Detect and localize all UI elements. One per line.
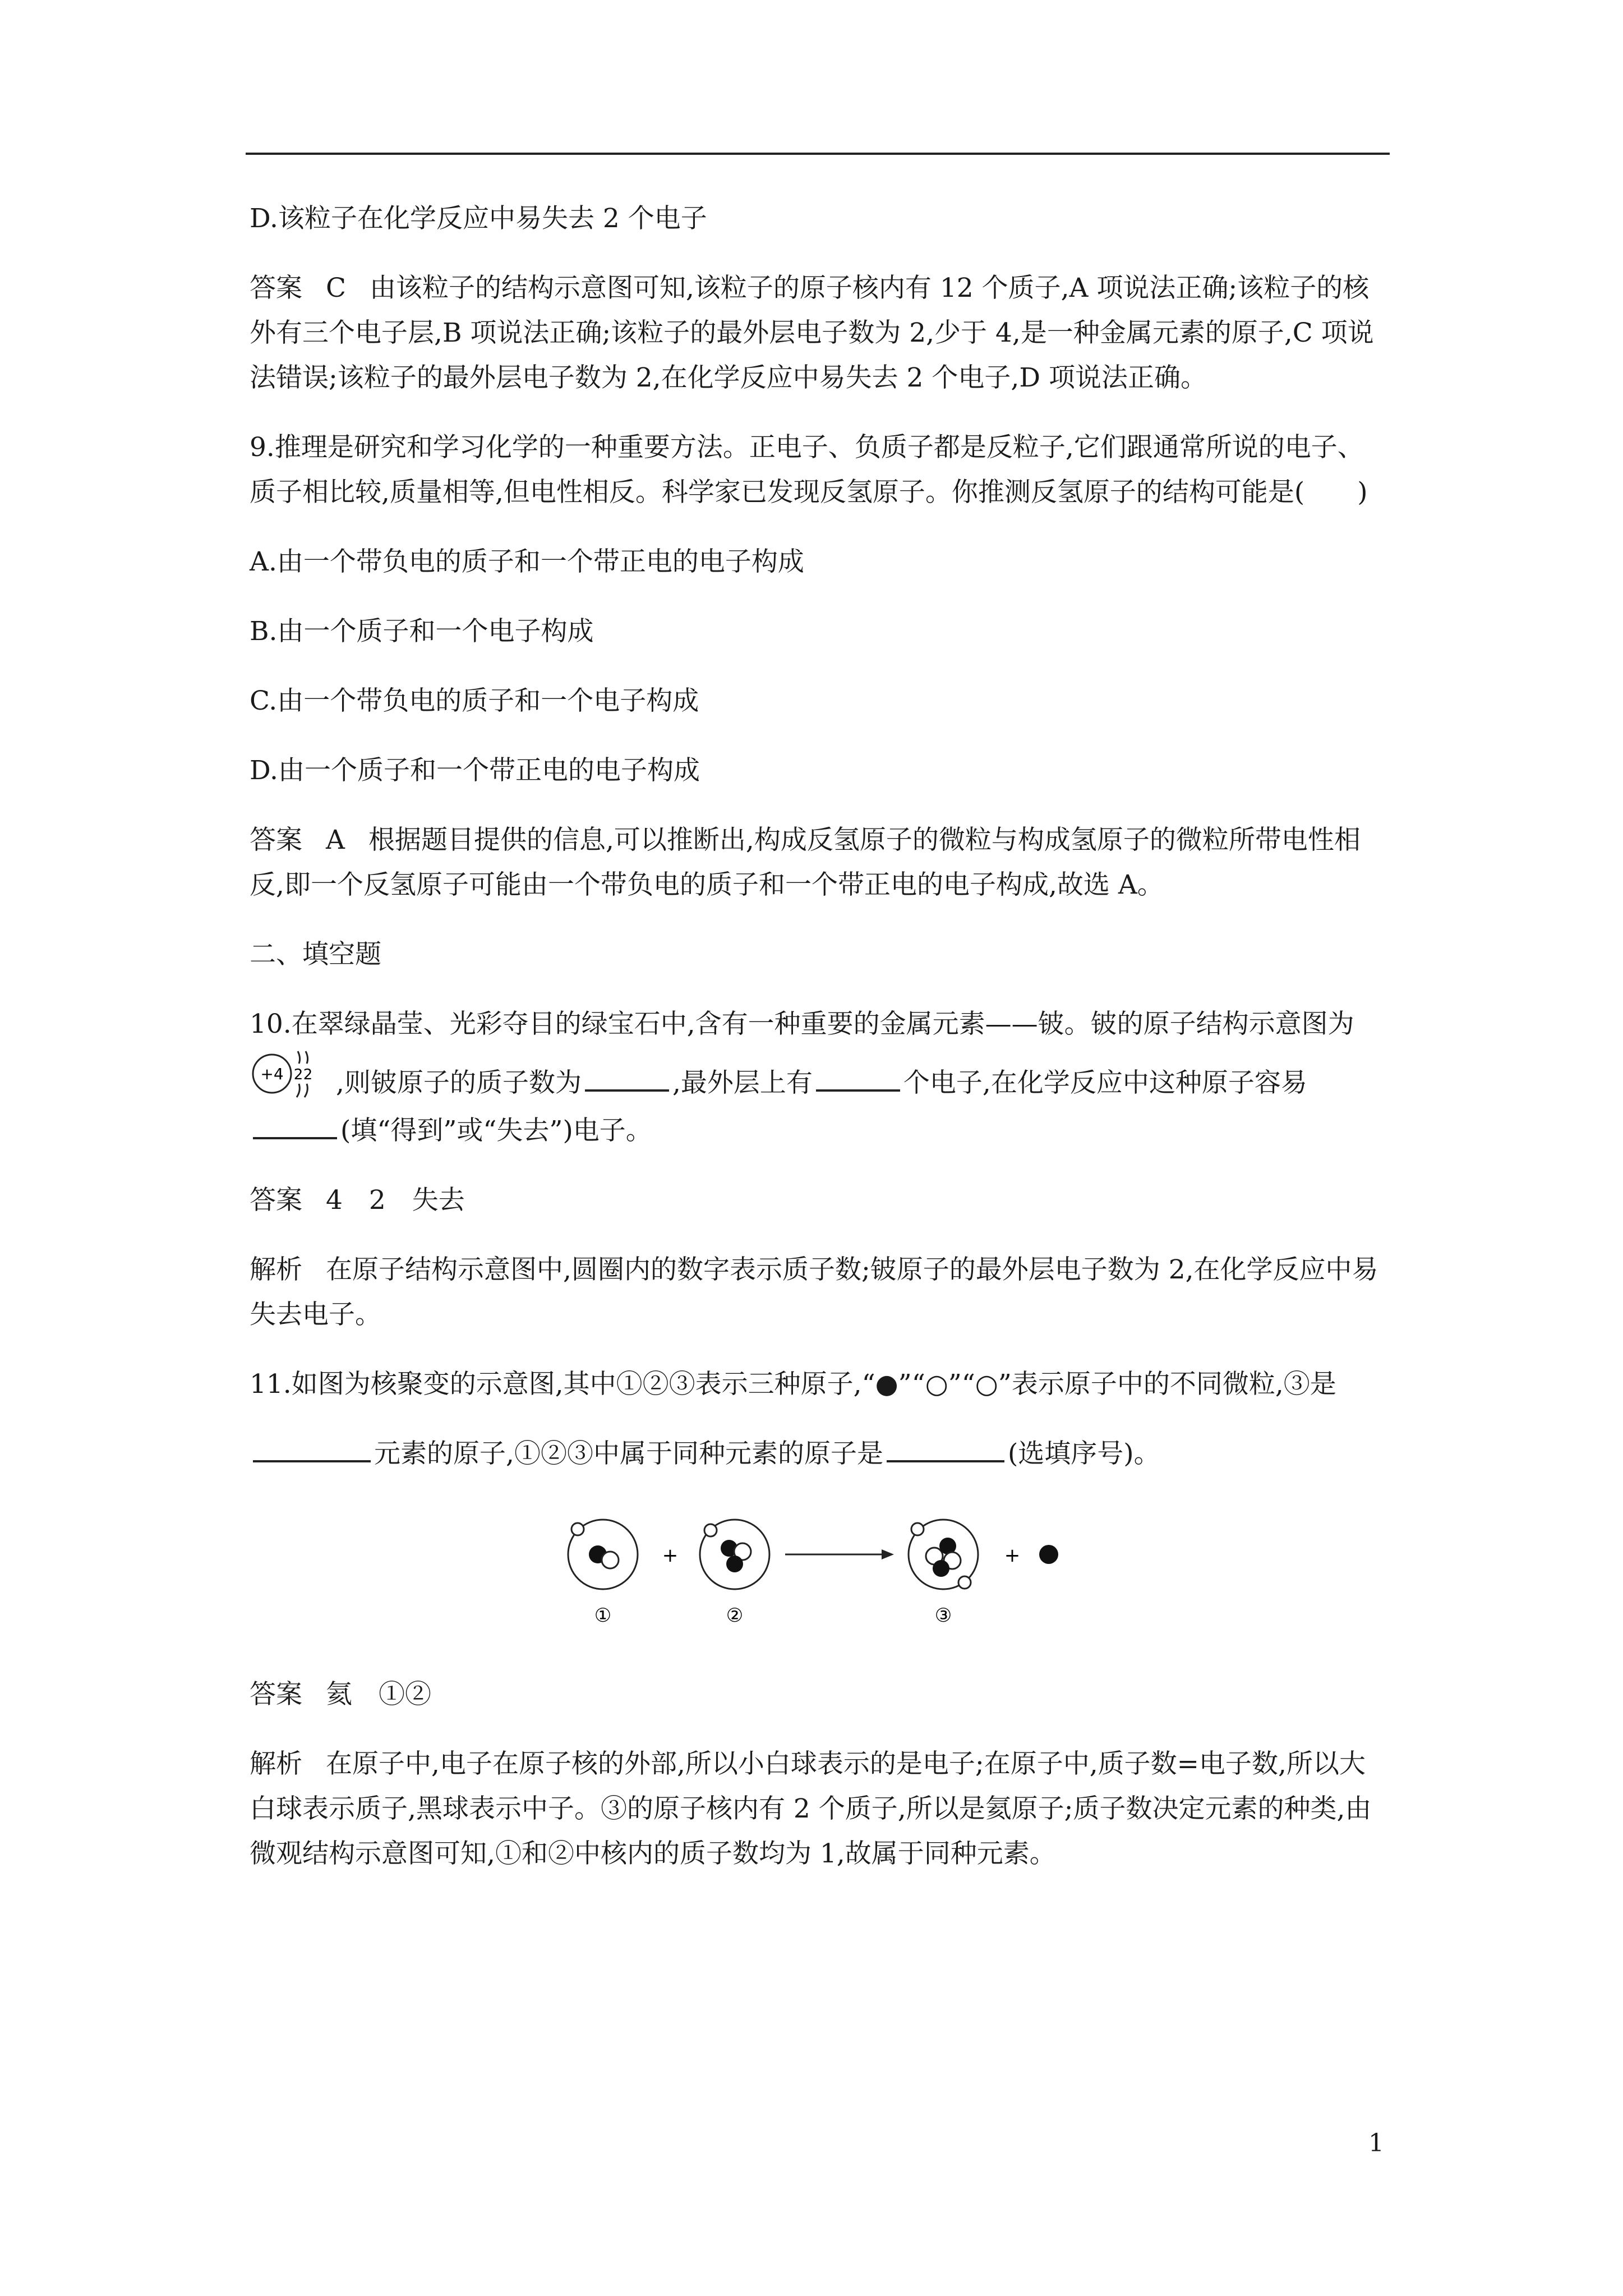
analysis-text: 在原子中,电子在原子核的外部,所以小白球表示的是电子;在原子中,质子数=电子数,所以大白球表示质子,黑球表示中子。③的原子核内有 2 个质子,所以是氦原子;质子数决定元素的种类,由微观结构示意图可知,①和②中核内的质子数均为 1,故属于同种元素。 [250, 1749, 1372, 1869]
q9-option-c: C.由一个带负电的质子和一个电子构成 [250, 685, 699, 716]
atom-1 [568, 1520, 638, 1589]
q11-stem-part2: 元素的原子,①②③中属于同种元素的原子是 [374, 1438, 883, 1469]
shell-arc-2-top [306, 1051, 308, 1064]
q11-stem: 11.如图为核聚变的示意图,其中①②③表示三种原子,“●”“○”“○”表示原子中的不同微粒,③是 [250, 1369, 1336, 1400]
answer-label: 答案 [250, 1185, 302, 1216]
atom-1-proton [602, 1552, 619, 1568]
analysis-label: 解析 [250, 1749, 302, 1779]
q11-stem-part3: (选填序号)。 [1007, 1438, 1160, 1469]
q9-answer [250, 818, 1388, 908]
q9-option-b: B.由一个质子和一个电子构成 [250, 616, 594, 647]
answer-blank-same-element[interactable] [887, 1432, 1004, 1462]
analysis-label: 解析 [250, 1254, 302, 1285]
q9-option-a: A.由一个带负电的质子和一个带正电的电子构成 [250, 546, 804, 577]
beryllium-atom-diagram [250, 1047, 334, 1108]
answer-blank-outer-electrons[interactable] [816, 1061, 900, 1092]
page-content [250, 196, 1388, 1901]
q10-stem-part2: ,则铍原子的质子数为 [336, 1068, 582, 1098]
answer-key: C [326, 273, 346, 303]
analysis-text: 在原子结构示意图中,圆圈内的数字表示质子数;铍原子的最外层电子数为 2,在化学反应中易失去电子。 [250, 1254, 1378, 1330]
atom-2 [700, 1520, 769, 1589]
q9-stem: 9.推理是研究和学习化学的一种重要方法。正电子、负质子都是反粒子,它们跟通常所说的电子、质子相比较,质量相等,但电性相反。科学家已发现反氢原子。你推测反氢原子的结构可能是( ) [250, 432, 1368, 508]
answer-values: 氦 ①② [326, 1679, 431, 1710]
atom-3-electron-2 [958, 1576, 971, 1589]
atom-label-1: ① [594, 1604, 612, 1627]
q10-stem-part1: 10.在翠绿晶莹、光彩夺目的绿宝石中,含有一种重要的金属元素——铍。铍的原子结构示意图为 [250, 1009, 1354, 1039]
atom-1-electron [571, 1523, 584, 1535]
q8-answer [250, 266, 1388, 401]
answer-explanation: 由该粒子的结构示意图可知,该粒子的原子核内有 12 个质子,A 项说法正确;该粒子的核外有三个电子层,B 项说法正确;该粒子的最外层电子数为 2,少于 4,是一种金属元素的原子,C 项说法错误;该粒子的最外层电子数为 2,在化学反应中易失去 2 个电子,D 项说法正确。 [250, 273, 1374, 393]
q11-stem-continued [250, 1432, 1388, 1476]
shell-arc-1-bottom [297, 1084, 299, 1097]
answer-blank-gain-or-lose[interactable] [253, 1109, 337, 1139]
atom-3-electron-1 [911, 1523, 924, 1535]
fusion-diagram-wrap [250, 1501, 1388, 1650]
shell-1-count: 2 [293, 1066, 303, 1083]
q10-answer [250, 1178, 1388, 1223]
q11-analysis [250, 1742, 1388, 1876]
section-title: 二、填空题 [250, 939, 381, 970]
atom-2-neutron-2 [726, 1556, 743, 1572]
q11-answer [250, 1672, 1388, 1717]
answer-blank-element[interactable] [253, 1432, 371, 1462]
q8-option-d: D.该粒子在化学反应中易失去 2 个电子 [250, 203, 707, 234]
answer-explanation: 根据题目提供的信息,可以推断出,构成反氢原子的微粒与构成氢原子的微粒所带电性相反,即一个反氢原子可能由一个带负电的质子和一个带正电的电子构成,故选 A。 [250, 825, 1361, 900]
shell-arc-2-bottom [305, 1084, 307, 1097]
answer-key: A [326, 825, 345, 855]
released-neutron [1039, 1545, 1058, 1564]
plus-sign-1: + [662, 1544, 679, 1567]
q10-stem-part4: 个电子,在化学反应中这种原子容易 [903, 1068, 1307, 1098]
atom-2-electron [704, 1524, 717, 1536]
atom-label-2: ② [726, 1604, 744, 1627]
reaction-arrow-head [882, 1549, 894, 1559]
answer-label: 答案 [250, 1679, 302, 1710]
q9-option-d: D.由一个质子和一个带正电的电子构成 [250, 755, 700, 786]
nucleus-charge: +4 [260, 1065, 284, 1083]
answer-label: 答案 [250, 273, 302, 303]
page-number: 1 [1368, 2129, 1384, 2157]
q10-stem-part3: ,最外层上有 [672, 1068, 813, 1098]
q10-stem [250, 1002, 1388, 1153]
shell-arc-1-top [298, 1051, 300, 1064]
answer-label: 答案 [250, 825, 302, 855]
header-rule [246, 153, 1390, 155]
nuclear-fusion-diagram [555, 1501, 1082, 1636]
answer-values: 4 2 失去 [326, 1185, 465, 1216]
answer-blank-proton-count[interactable] [585, 1061, 669, 1092]
q10-analysis [250, 1248, 1388, 1337]
shell-2-count: 2 [303, 1066, 313, 1083]
plus-sign-2: + [1004, 1544, 1021, 1567]
atom-3 [909, 1520, 978, 1589]
atom-3-neutron-2 [933, 1560, 949, 1577]
atom-label-3: ③ [934, 1604, 952, 1627]
q10-stem-part5: (填“得到”或“失去”)电子。 [340, 1115, 652, 1146]
